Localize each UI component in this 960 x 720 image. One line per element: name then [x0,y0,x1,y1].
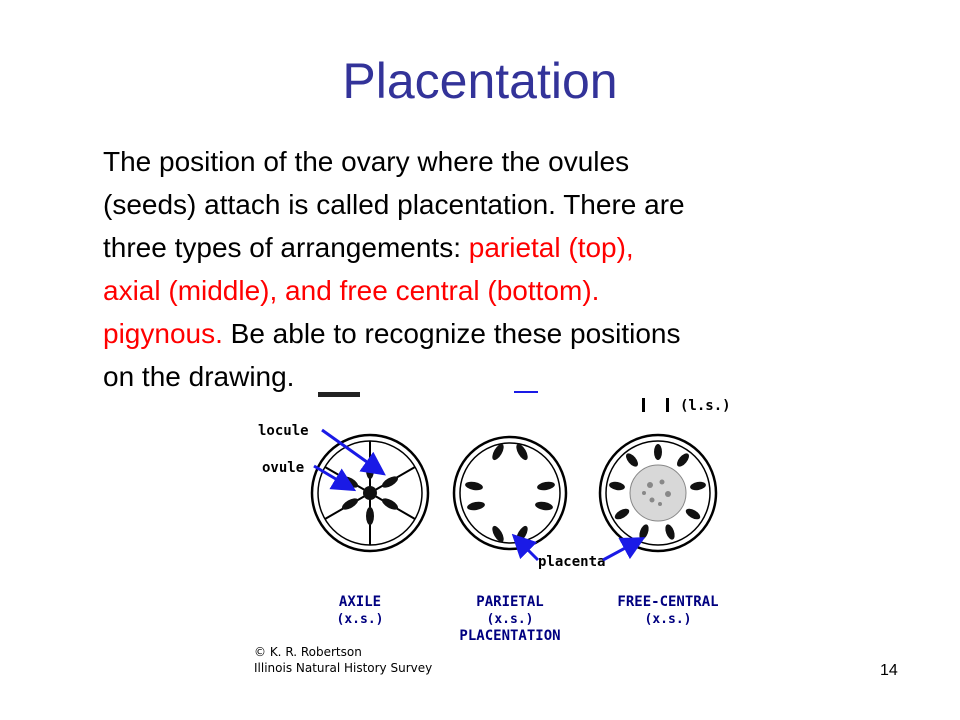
free-central-caption: FREE-CENTRAL [617,594,719,610]
placentation-caption: PLACENTATION [459,628,561,644]
highlight-parietal: parietal (top), [468,232,634,263]
ls-tick [642,398,645,412]
parietal-caption-sub: (x.s.) [486,612,534,627]
slide-body [103,140,893,398]
locule-label: locule [258,423,309,439]
credit-line-1: © K. R. Robertson [254,645,362,659]
ls-tick [666,398,669,412]
body-line-2: (seeds) attach is called placentation. There are [103,189,685,220]
body-line-4: axial (middle), and free central (bottom). [103,275,600,306]
ovule-label: ovule [262,460,305,476]
axile-diagram [312,435,428,551]
axile-caption: AXILE [338,594,382,610]
placentation-figure [248,390,748,680]
slide-title: Placentation [342,53,618,109]
body-line-1: The position of the ovary where the ovules [103,146,630,177]
slide-number: 14 [880,662,898,679]
credit-line-2: Illinois Natural History Survey [254,661,433,675]
parietal-caption: PARIETAL [476,594,544,610]
cropped-label-fragment [318,392,360,397]
body-line-5: pigynous. Be able to recognize these positions [103,318,681,349]
free-central-caption-sub: (x.s.) [644,612,692,627]
body-line-6: on the drawing. [103,361,295,392]
parietal-diagram [454,437,566,549]
placenta-label: placenta [538,554,606,570]
ls-label: (l.s.) [680,398,731,414]
axile-caption-sub: (x.s.) [336,612,384,627]
highlight-pigynous: pigynous. [103,318,223,349]
free-central-diagram [600,435,716,551]
body-line-3: three types of arrangements: parietal (top), [103,232,634,263]
